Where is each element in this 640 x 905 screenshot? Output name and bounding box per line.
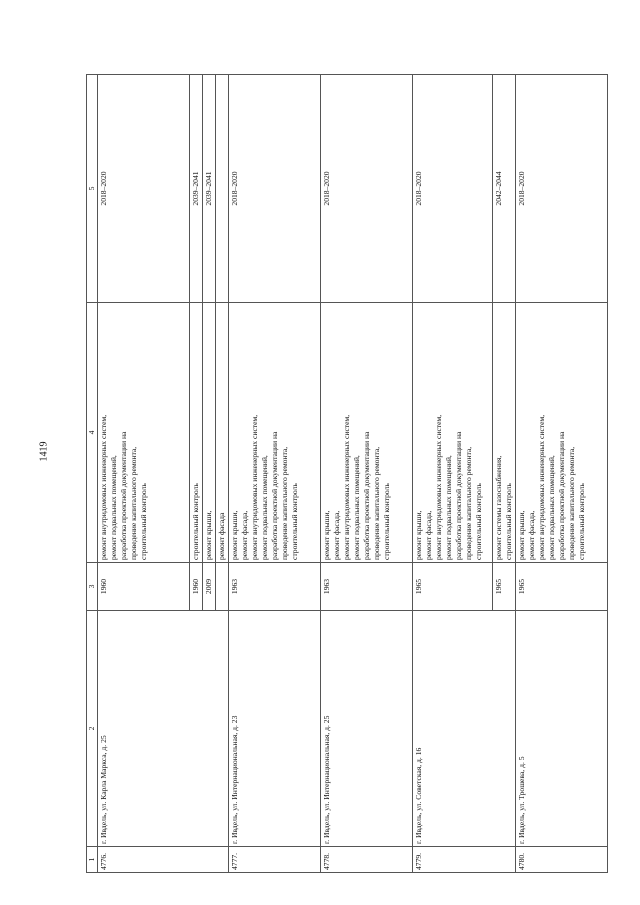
work-item: ремонт подвальных помещений, [109, 455, 119, 560]
table-body [98, 75, 608, 873]
work-item: ремонт внутридомовых инженерных систем, [434, 414, 444, 560]
year-cell: 1965 [413, 563, 493, 611]
address-cell: г. Ивдель, ул. Интернациональная, д. 25 [321, 611, 413, 847]
work-item: строительный контроль [382, 483, 392, 560]
period-cell [216, 75, 229, 303]
works-cell [516, 303, 608, 563]
year-cell: 1965 [493, 563, 516, 611]
address-cell: г. Ивдель, ул. Трошева, д. 5 [516, 611, 608, 847]
works-cell [203, 303, 216, 563]
period-cell: 2042–2044 [493, 75, 516, 303]
work-item: ремонт фасада, [424, 510, 434, 560]
works-cell [98, 303, 190, 563]
work-item: проведение капитального ремонта, [567, 446, 577, 560]
work-item: ремонт подвальных помещений, [547, 455, 557, 560]
address-cell: г. Ивдель, ул. Карла Маркса, д. 25 [98, 611, 229, 847]
header-cell: 1 [87, 847, 98, 873]
period-cell: 2018–2020 [413, 75, 493, 303]
work-item: ремонт крыши, [517, 510, 527, 560]
year-cell: 1963 [229, 563, 321, 611]
period-cell: 2018–2020 [516, 75, 608, 303]
work-item: ремонт внутридомовых инженерных систем, [342, 414, 352, 560]
row-number: 4780. [516, 847, 608, 873]
year-cell [216, 563, 229, 611]
header-cell: 2 [87, 611, 98, 847]
work-item: разработка проектной документации на [454, 431, 464, 560]
work-item: разработка проектной документации на [557, 431, 567, 560]
year-cell: 1960 [190, 563, 203, 611]
works-cell [229, 303, 321, 563]
header-cell: 3 [87, 563, 98, 611]
work-item: ремонт фасада, [240, 510, 250, 560]
work-item: проведение капитального ремонта, [129, 446, 139, 560]
work-item: проведение капитального ремонта, [464, 446, 474, 560]
repair-schedule-table [86, 74, 608, 873]
work-item: ремонт фасада [217, 512, 227, 560]
work-item: ремонт крыши, [322, 510, 332, 560]
period-cell: 2018–2020 [98, 75, 190, 303]
header-row [87, 75, 98, 873]
work-item: проведение капитального ремонта, [280, 446, 290, 560]
work-item: ремонт подвальных помещений, [260, 455, 270, 560]
work-item: строительный контроль [474, 483, 484, 560]
work-item: проведение капитального ремонта, [372, 446, 382, 560]
work-item: ремонт фасада, [527, 510, 537, 560]
year-cell: 2009 [203, 563, 216, 611]
work-item: ремонт крыши, [204, 510, 214, 560]
page-number: 1419 [38, 441, 50, 462]
period-cell: 2039–2041 [190, 75, 203, 303]
work-item: ремонт внутридомовых инженерных систем, [537, 414, 547, 560]
row-number: 4777. [229, 847, 321, 873]
works-cell [321, 303, 413, 563]
year-cell: 1963 [321, 563, 413, 611]
work-item: разработка проектной документации на [362, 431, 372, 560]
period-cell: 2018–2020 [229, 75, 321, 303]
works-cell [190, 303, 203, 563]
work-item: ремонт подвальных помещений, [444, 455, 454, 560]
table-row [516, 75, 608, 873]
work-item: строительный контроль [191, 483, 201, 560]
header-cell: 4 [87, 303, 98, 563]
year-cell: 1965 [516, 563, 608, 611]
work-item: ремонт внутридомовых инженерных систем, [250, 414, 260, 560]
work-item: строительный контроль [504, 483, 514, 560]
works-cell [413, 303, 493, 563]
address-cell: г. Ивдель, ул. Интернациональная, д. 23 [229, 611, 321, 847]
rotated-page [86, 75, 590, 873]
works-cell [493, 303, 516, 563]
row-number: 4778. [321, 847, 413, 873]
work-item: разработка проектной документации на [270, 431, 280, 560]
year-cell: 1960 [98, 563, 190, 611]
period-cell: 2039–2041 [203, 75, 216, 303]
work-item: ремонт фасада, [332, 510, 342, 560]
table-row [321, 75, 413, 873]
row-number: 4779. [413, 847, 516, 873]
work-item: разработка проектной документации на [119, 431, 129, 560]
work-item: ремонт крыши, [414, 510, 424, 560]
table-row [98, 75, 190, 873]
address-cell: г. Ивдель, ул. Советская, д. 16 [413, 611, 516, 847]
work-item: строительный контроль [290, 483, 300, 560]
table-row [229, 75, 321, 873]
works-cell [216, 303, 229, 563]
work-item: ремонт подвальных помещений, [352, 455, 362, 560]
work-item: строительный контроль [139, 483, 149, 560]
header-cell: 5 [87, 75, 98, 303]
period-cell: 2018–2020 [321, 75, 413, 303]
row-number: 4776. [98, 847, 229, 873]
table-row [413, 75, 493, 873]
work-item: ремонт внутридомовых инженерных систем, [99, 414, 109, 560]
work-item: ремонт системы газоснабжения, [494, 455, 504, 560]
work-item: строительный контроль [577, 483, 587, 560]
work-item: ремонт крыши, [230, 510, 240, 560]
